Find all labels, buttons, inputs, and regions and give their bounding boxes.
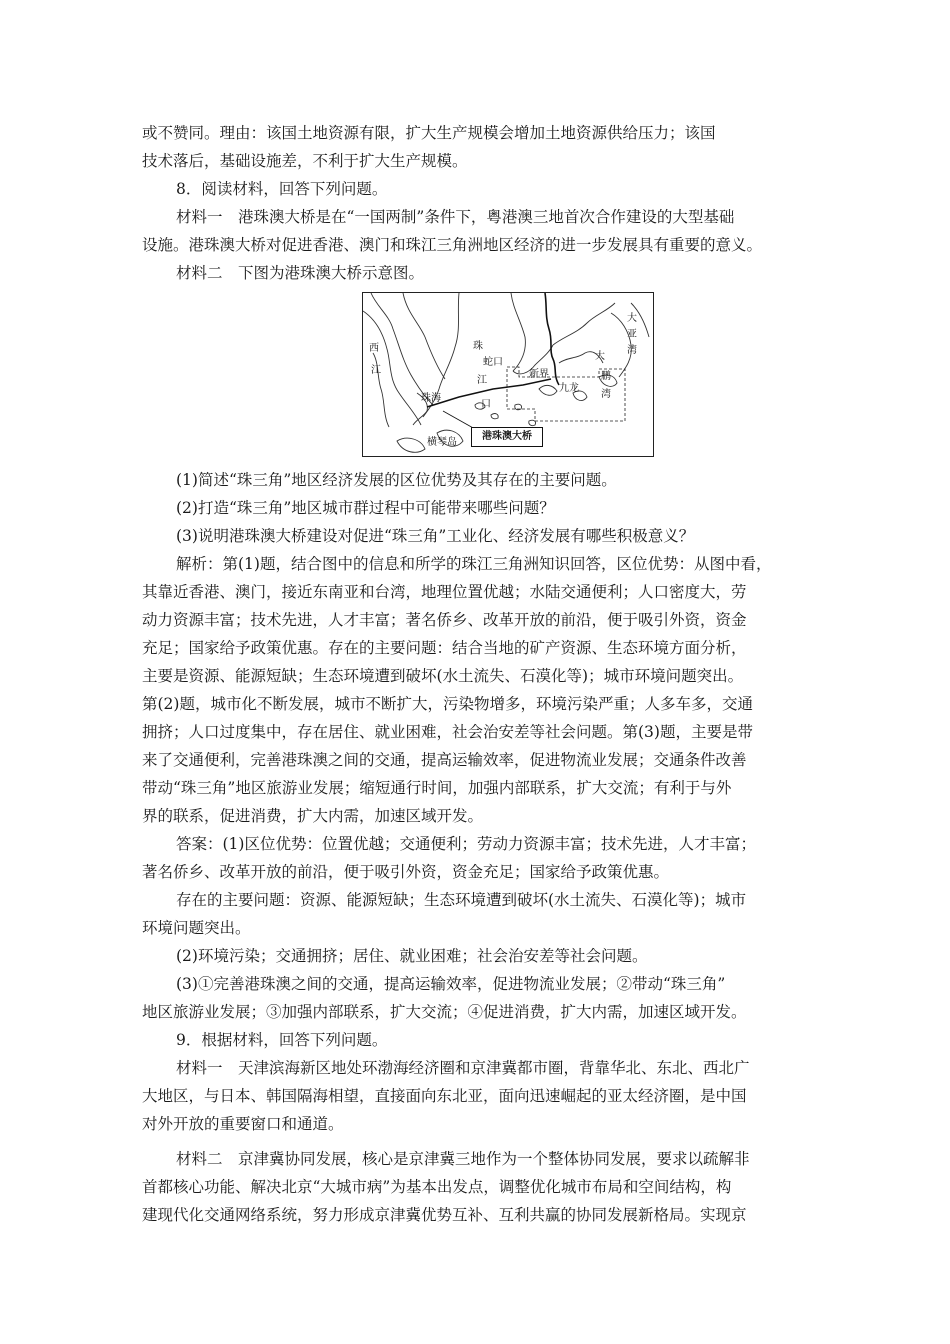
material-1-text: 材料一 港珠澳大桥是在“一国两制”条件下，粤港澳三地首次合作建设的大型基础	[176, 208, 735, 226]
map-label-ya: 亚	[627, 329, 637, 340]
map-label-zhu: 珠	[473, 341, 483, 352]
text-line: 第(2)题，城市化不断发展，城市不断扩大，污染物增多，环境污染严重；人多车多，交通	[142, 695, 753, 713]
text-line: 存在的主要问题：资源、能源短缺；生态环境遭到破坏(水土流失、石漠化等)；城市	[176, 891, 747, 909]
answer-text: 答案：(1)区位优势：位置优越；交通便利；劳动力资源丰富；技术先进，人才丰富；	[176, 835, 756, 853]
subquestion-1: (1)简述“珠三角”地区经济发展的区位优势及其存在的主要问题。	[176, 471, 617, 489]
text-line: 设施。港珠澳大桥对促进香港、澳门和珠江三角洲地区经济的进一步发展具有重要的意义。	[142, 236, 763, 254]
question-9-heading: 9．根据材料，回答下列问题。	[176, 1031, 388, 1049]
material-2-text: 材料二 京津冀协同发展，核心是京津冀三地作为一个整体协同发展，要求以疏解非	[176, 1150, 750, 1168]
text-line: 动力资源丰富；技术先进，人才丰富；著名侨乡、改革开放的前沿，便于吸引外资，资金	[142, 611, 747, 629]
material-1-text: 材料一 天津滨海新区地处环渤海经济圈和京津冀都市圈，背靠华北、东北、西北广	[176, 1059, 750, 1077]
subquestion-3: (3)说明港珠澳大桥建设对促进“珠三角”工业化、经济发展有哪些积极意义？	[176, 527, 695, 545]
map-label-peng: 鹏	[601, 371, 611, 382]
map-label-zhuhai: 珠海	[421, 393, 441, 404]
text-line: 带动“珠三角”地区旅游业发展；缩短通行时间，加强内部联系，扩大交流；有利于与外	[142, 779, 732, 797]
text-line: 来了交通便利，完善港珠澳之间的交通，提高运输效率，促进物流业发展；交通条件改善	[142, 751, 747, 769]
text-line: 著名侨乡、改革开放的前沿，便于吸引外资，资金充足；国家给予政策优惠。	[142, 863, 670, 881]
text-line: 环境问题突出。	[142, 919, 251, 937]
map-label-wan2: 湾	[601, 389, 611, 400]
map-label-da2: 大	[595, 351, 605, 362]
answer-3-text: (3)①完善港珠澳之间的交通，提高运输效率，促进物流业发展；②带动“珠三角”	[176, 975, 726, 993]
material-2-text: 材料二 下图为港珠澳大桥示意图。	[176, 264, 425, 282]
map-label-hengqin: 横琴岛	[427, 437, 457, 448]
map-label-jiulong: 九龙	[559, 383, 579, 394]
analysis-text: 解析：第(1)题，结合图中的信息和所学的珠江三角洲知识回答，区位优势：从图中看，	[176, 555, 772, 573]
text-line: 界的联系，促进消费，扩大内需，加速区域开发。	[142, 807, 484, 825]
text-line: 首都核心功能、解决北京“大城市病”为基本出发点，调整优化城市布局和空间结构，构	[142, 1178, 732, 1196]
text-line: 对外开放的重要窗口和通道。	[142, 1115, 344, 1133]
map-label-kou: 口	[481, 399, 491, 410]
map-label-xi: 西	[369, 343, 379, 354]
text-line: 其靠近香港、澳门，接近东南亚和台湾，地理位置优越；水陆交通便利；人口密度大，劳	[142, 583, 747, 601]
question-8-heading: 8．阅读材料，回答下列问题。	[176, 180, 388, 198]
text-line: 或不赞同。理由：该国土地资源有限，扩大生产规模会增加土地资源供给压力；该国	[142, 124, 716, 142]
text-line: 技术落后，基础设施差，不利于扩大生产规模。	[142, 152, 468, 170]
text-line: 拥挤；人口过度集中，存在居住、就业困难，社会治安差等社会问题。第(3)题，主要是带	[142, 723, 753, 741]
text-line: 建现代化交通网络系统，努力形成京津冀优势互补、互利共赢的协同发展新格局。实现京	[142, 1206, 747, 1224]
map-label-shekou: 蛇口	[483, 357, 503, 368]
answer-2-text: (2)环境污染；交通拥挤；居住、就业困难；社会治安差等社会问题。	[176, 947, 648, 965]
subquestion-2: (2)打造“珠三角”地区城市群过程中可能带来哪些问题？	[176, 499, 555, 517]
hzmb-map-figure	[362, 292, 654, 457]
text-line: 大地区，与日本、韩国隔海相望，直接面向东北亚，面向迅速崛起的亚太经济圈，是中国	[142, 1087, 747, 1105]
map-label-wan1: 湾	[627, 345, 637, 356]
map-label-jiang2: 江	[477, 375, 487, 386]
text-line: 主要是资源、能源短缺；生态环境遭到破坏(水土流失、石漠化等)；城市环境问题突出。	[142, 667, 744, 685]
text-line: 地区旅游业发展；③加强内部联系，扩大交流；④促进消费，扩大内需，加速区域开发。	[142, 1003, 747, 1021]
map-label-jiang: 江	[371, 365, 381, 376]
map-label-bridge: 港珠澳大桥	[471, 427, 543, 447]
text-line: 充足；国家给予政策优惠。存在的主要问题：结合当地的矿产资源、生态环境方面分析，	[142, 639, 747, 657]
map-label-da1: 大	[627, 313, 637, 324]
map-label-xinjie: 新界	[529, 369, 549, 380]
